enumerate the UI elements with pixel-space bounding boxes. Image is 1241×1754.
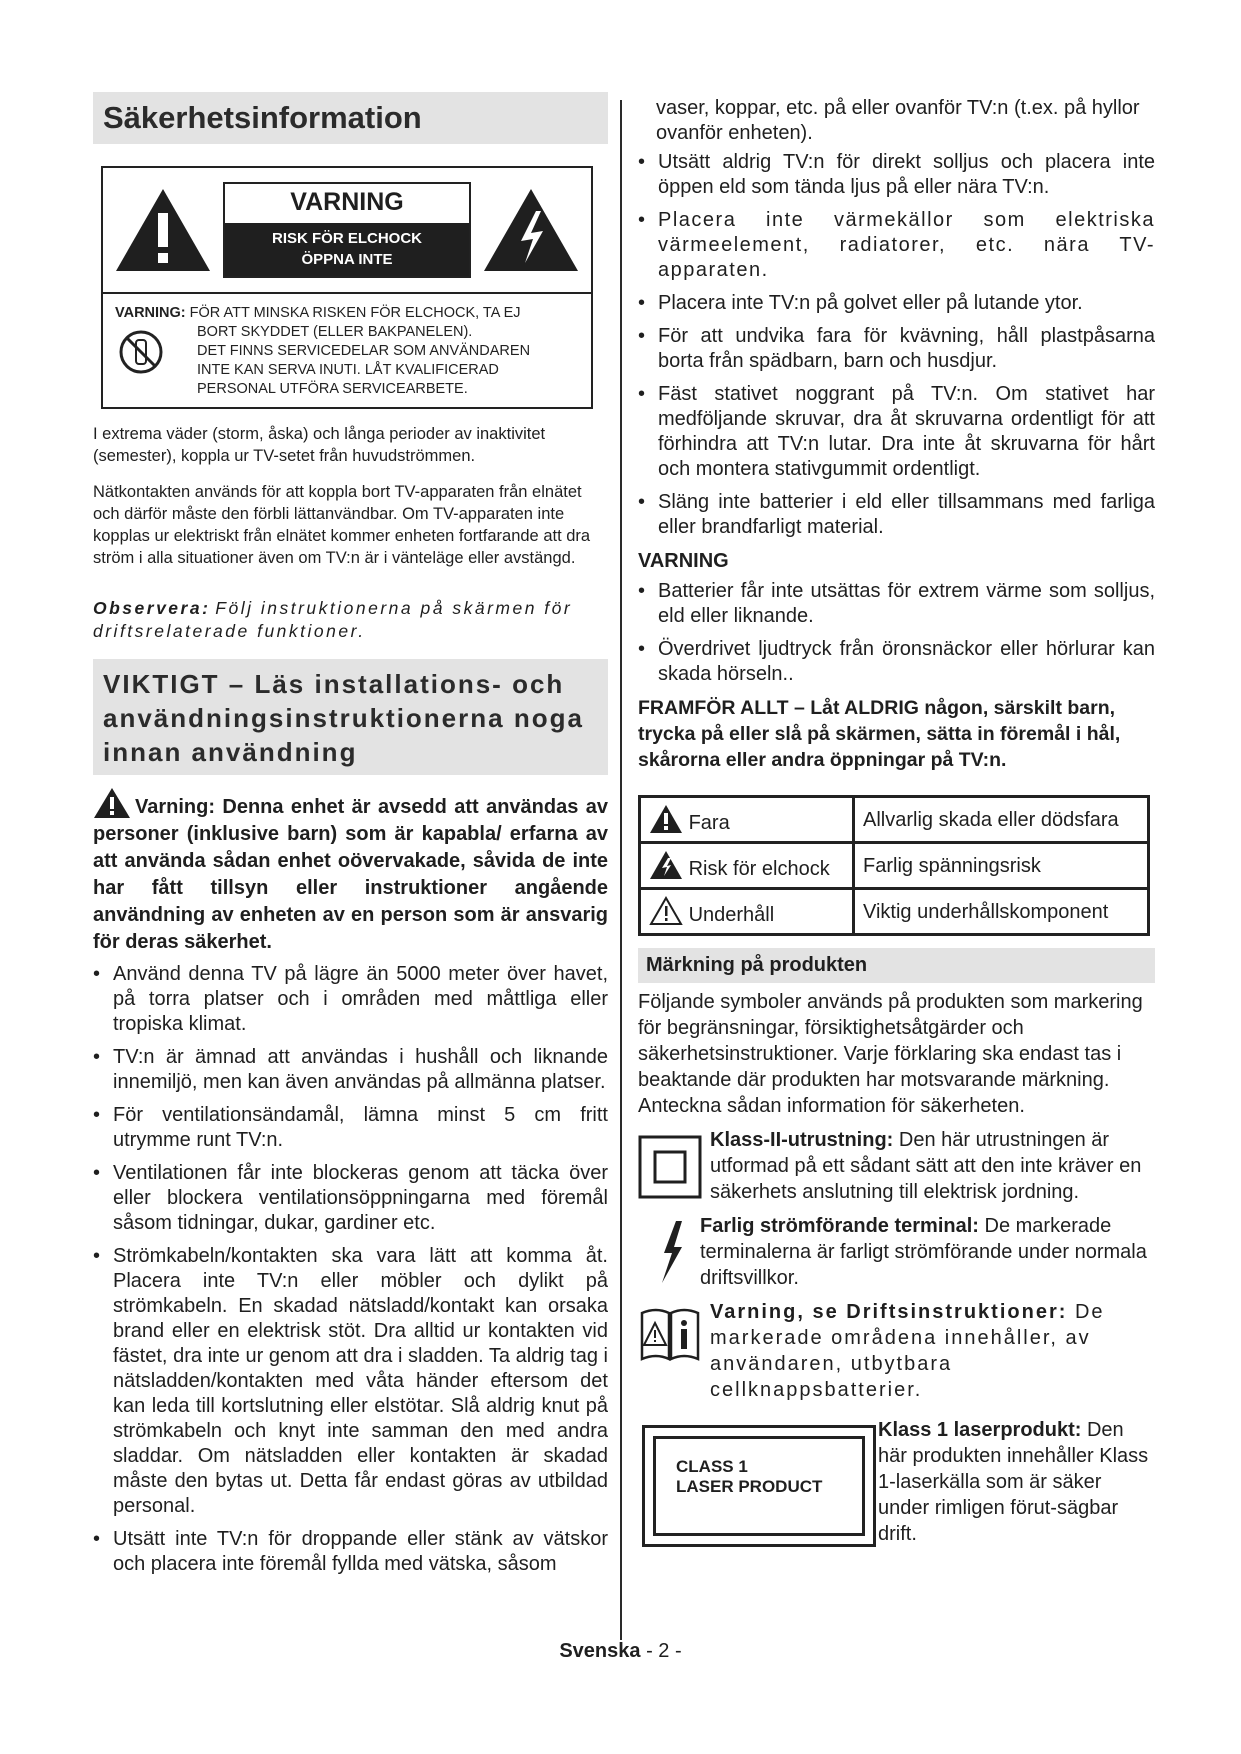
- table-row: [640, 797, 1149, 843]
- hazard-label: Risk för elchock: [688, 858, 830, 880]
- terminal-text: [638, 1213, 1155, 1291]
- marking-heading: Märkning på produkten: [638, 948, 1155, 983]
- laser-product-label: [642, 1425, 876, 1547]
- terminal-symbol-row: [638, 1213, 1155, 1291]
- hazard-desc-cell: Allvarlig skada eller dödsfara: [854, 797, 1149, 843]
- list-item: • TV:n är ämnad att användas i hushåll och liknande innemiljö, men kan även användas på allmänna platser.: [93, 1045, 608, 1095]
- warning-triangle-icon: [113, 185, 213, 275]
- warning-title: VARNING: [290, 188, 404, 216]
- warning-line3: DET FINNS SERVICEDELAR SOM ANVÄNDAREN: [197, 343, 531, 359]
- electric-shock-icon: [649, 850, 683, 880]
- right-bullet-list: [638, 150, 1155, 540]
- list-item: • För att undvika fara för kvävning, håll plastpåsarna borta från spädbarn, barn och husdjur.: [638, 324, 1155, 374]
- warning-line4: INTE KAN SERVA INUTI. LÅT KVALIFICERAD: [197, 362, 499, 378]
- left-bullet-list: [93, 962, 608, 1577]
- list-item: • Batterier får inte utsättas för extrem värme som solljus, eld eller liknande.: [638, 579, 1155, 629]
- list-item: • Strömkabeln/kontakten ska vara lätt att komma åt. Placera inte TV:n eller möbler och dylikt på strömkabeln. En skadad nätsladd/kontakt kan orsaka brand eller en elektrisk stöt. Dra alltid ur kontakten vid fästet, dra inte ur genom att dra i sladden. Ta aldrig tag i nätsladden/kontakten med våta händer eftersom det kan leda till kortslutning eller elstötar. Slå aldrig knut på strömkabeln och knyt inte samman den med andra sladdar. Om nätsladden eller kontakten är skadad måste den bytas ut. Detta får endast göras av utbildad personal.: [93, 1244, 608, 1519]
- page-footer: [0, 1640, 1241, 1663]
- column-divider: [620, 100, 622, 1640]
- class2-text: [638, 1127, 1155, 1205]
- table-row: [640, 843, 1149, 889]
- observe-note: [93, 597, 608, 643]
- manual-symbol-row: [638, 1299, 1155, 1403]
- list-item: • Placera inte TV:n på golvet eller på lutande ytor.: [638, 291, 1155, 316]
- class2-desc: Den här utrustningen är utformad på ett sådant sätt att den inte kräver en säkerhets anslutning till elektrisk jordning.: [710, 1129, 1142, 1203]
- class2-symbol-row: [638, 1127, 1155, 1205]
- footer-page-number: - 2 -: [640, 1640, 682, 1662]
- hazard-label: Fara: [688, 812, 730, 834]
- observe-label: Observera:: [93, 598, 211, 618]
- marking-intro-text: Följande symboler används på produkten som markering för begränsningar, försiktighetsåtgärder och säkerhetsinstruktioner. Varje förklaring ska endast tas i beaktande där produkten har motsvarande märkning. Anteckna sådan information för säkerheten.: [638, 991, 1143, 1117]
- hazard-table: [638, 795, 1150, 936]
- warning-line5: PERSONAL UTFÖRA SERVICEARBETE.: [197, 381, 468, 397]
- list-item: • Utsätt inte TV:n för droppande eller stänk av vätskor och placera inte föremål fyllda med vätska, såsom: [93, 1527, 608, 1577]
- important-heading: VIKTIGT – Läs installations- och användningsinstruktionerna noga innan användning: [93, 659, 608, 775]
- electric-shock-triangle-icon: [481, 185, 581, 275]
- list-item: • Placera inte värmekällor som elektriska värmeelement, radiatorer, etc. nära TV-apparaten.: [638, 208, 1155, 283]
- hazard-desc-cell: Viktig underhållskomponent: [854, 889, 1149, 935]
- section-title: Säkerhetsinformation: [93, 92, 608, 144]
- table-row: [640, 889, 1149, 935]
- list-item: • Använd denna TV på lägre än 5000 meter över havet, på torra platser och i områden med måttliga eller tropiska klimat.: [93, 962, 608, 1037]
- continued-text: vaser, koppar, etc. på eller ovanför TV:n (t.ex. på hyllor ovanför enheten).: [656, 97, 1140, 144]
- warning-outline-icon: [649, 896, 683, 926]
- varning-heading: VARNING: [638, 550, 729, 572]
- hazard-label-cell: [640, 889, 854, 935]
- hazard-label-cell: [640, 797, 854, 843]
- warning-lead-text: FÖR ATT MINSKA RISKEN FÖR ELCHOCK, TA EJ: [189, 305, 521, 321]
- right-column: [638, 96, 1155, 1547]
- warning-line2: BORT SKYDDET (ELLER BAKPANELEN).: [197, 324, 473, 340]
- warning-lead-label: VARNING:: [115, 305, 186, 321]
- manual-text: [638, 1299, 1155, 1403]
- warning-lead: [115, 304, 579, 323]
- laser-box-line1: CLASS 1: [676, 1457, 748, 1476]
- varning-bullet-list: [638, 579, 1155, 687]
- warning-box-text: [103, 292, 591, 407]
- marking-intro: [638, 989, 1155, 1119]
- terminal-label: Farlig strömförande terminal:: [700, 1215, 979, 1237]
- hazard-label: Underhåll: [688, 904, 775, 926]
- see-operating-instructions-icon: [638, 1305, 702, 1365]
- list-item: • För ventilationsändamål, lämna minst 5 cm fritt utrymme runt TV:n.: [93, 1103, 608, 1153]
- manual-label: Varning, se Driftsinstruktioner:: [710, 1301, 1068, 1323]
- class2-label: Klass-II-utrustning:: [710, 1129, 894, 1151]
- warning-subtitle: [225, 223, 469, 276]
- list-item: • Släng inte batterier i eld eller tillsammans med farliga eller brandfarligt material.: [638, 490, 1155, 540]
- list-item: • Ventilationen får inte blockeras genom att täcka över eller blockera ventilationsöppningarna med föremål såsom tidningar, dukar, gardiner etc.: [93, 1161, 608, 1236]
- list-item: • Utsätt aldrig TV:n för direkt solljus och placera inte öppen eld som tända ljus på eller nära TV:n.: [638, 150, 1155, 200]
- warning-box: [101, 166, 593, 409]
- laser-desc: Den här produkten innehåller Klass 1-laserkälla som är säker under rimligen förut-sägbar drift.: [878, 1419, 1149, 1545]
- laser-symbol-row: [638, 1417, 1155, 1547]
- list-item: • Fäst stativet noggrant på TV:n. Om stativet har medföljande skruvar, dra åt skruvarna ordentligt för att förhindra att TV:n lutar. Dra inte åt skruvarna för hårt och montera stativgummit ordentligt.: [638, 382, 1155, 482]
- hazardous-live-terminal-icon: [652, 1217, 692, 1287]
- warning-sub-line1: RISK FÖR ELCHOCK: [272, 230, 422, 247]
- warning-box-top: [103, 168, 591, 292]
- warning-filled-icon: [649, 804, 683, 834]
- hazard-label-cell: [640, 843, 854, 889]
- varning-paragraph-text: Varning: Denna enhet är avsedd att användas av personer (inklusive barn) som är kapabla/ erfarna av att använda sådan enhet oövervakade, såvida de inte har fått tillsyn eller instruktioner angående användning av enheten av en person som är ansvarig för deras säkerhet.: [93, 796, 608, 953]
- laser-box-line2: LASER PRODUCT: [676, 1477, 823, 1496]
- warning-filled-icon: [93, 787, 131, 819]
- manual-desc: De markerade områdena innehåller, av användaren, utbytbara cellknappsbatterier.: [710, 1301, 1105, 1401]
- hazard-desc-cell: Farlig spänningsrisk: [854, 843, 1149, 889]
- paragraph-mains-plug: Nätkontakten används för att koppla bort TV-apparaten från elnätet och därför måste den förbli lättanvändbar. Om TV-apparaten inte kopplas ur elektriskt från elnätet kommer enheten fortfarande att dra ström i alla situationer även om TV:n är i vänteläge eller avstängd.: [93, 483, 591, 567]
- framfor-allt-warning: FRAMFÖR ALLT – Låt ALDRIG någon, särskilt barn, trycka på eller slå på skärmen, sätta in föremål i hål, skårorna eller andra öppningar på TV:n.: [638, 697, 1121, 771]
- list-item: • Överdrivet ljudtryck från öronsnäckor eller hörlurar kan skada hörseln..: [638, 637, 1155, 687]
- observe-text: Följ instruktionerna på skärmen för driftsrelaterade funktioner.: [93, 598, 573, 641]
- class-ii-equipment-icon: [638, 1135, 702, 1199]
- warning-label-panel: [223, 182, 471, 278]
- no-user-serviceable-icon: [117, 328, 165, 376]
- laser-label: Klass 1 laserprodukt:: [878, 1419, 1082, 1441]
- varning-paragraph: [93, 787, 608, 956]
- laser-product-label-inner: [653, 1436, 865, 1536]
- footer-language: Svenska: [559, 1640, 641, 1662]
- warning-sub-line2: ÖPPNA INTE: [301, 251, 393, 268]
- terminal-desc: De markerade terminalerna är farligt strömförande under normala driftsvillkor.: [700, 1215, 1147, 1289]
- left-column: [93, 92, 608, 1585]
- paragraph-weather: I extrema väder (storm, åska) och långa perioder av inaktivitet (semester), koppla ur TV-setet från huvudströmmen.: [93, 425, 546, 465]
